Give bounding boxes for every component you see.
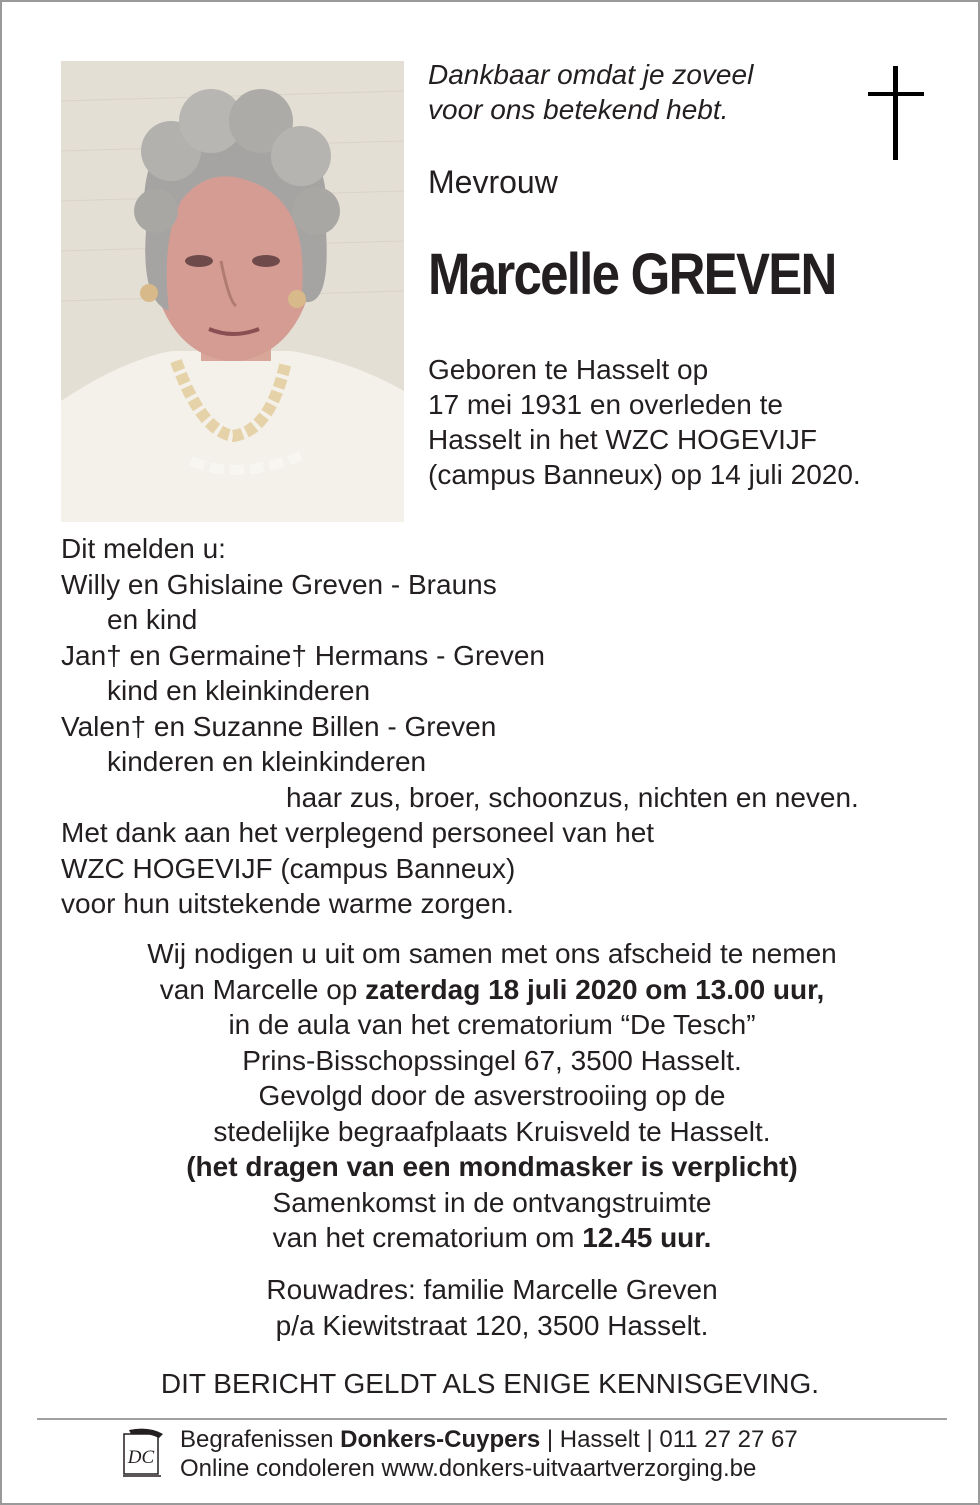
cross-icon <box>868 66 924 160</box>
invite-line: Prins-Bisschopssingel 67, 3500 Hasselt. <box>242 1044 742 1076</box>
funeral-home-prefix: Begrafenissen <box>180 1426 341 1453</box>
mask-notice: (het dragen van een mondmasker is verplicht) <box>186 1151 798 1182</box>
invite-text: van het crematorium om <box>272 1222 583 1253</box>
logo-monogram: DC <box>127 1447 155 1468</box>
thanks-line: voor hun uitstekende warme zorgen. <box>61 888 514 919</box>
address-line: p/a Kiewitstraat 120, 3500 Hasselt. <box>275 1309 709 1341</box>
gathering-time: 12.45 uur. <box>582 1222 712 1253</box>
salutation: Mevrouw <box>428 164 558 200</box>
invite-line: Wij nodigen u uit om samen met ons afscheid te nemen <box>147 938 837 969</box>
birth-death-details <box>428 352 861 492</box>
family-line: Willy en Ghislaine Greven - Brauns <box>61 568 497 600</box>
announce-intro: Dit melden u: <box>61 533 226 564</box>
footer-divider <box>37 1418 947 1420</box>
invite-line <box>2 972 980 1008</box>
invite-line <box>2 1220 980 1256</box>
deceased-name: Marcelle GREVEN <box>428 242 836 307</box>
invite-line: stedelijke begraafplaats Kruisveld te Hasselt. <box>213 1115 771 1147</box>
family-subline: en kind <box>107 604 198 635</box>
family-line: Jan† en Germaine† Hermans - Greven <box>61 639 545 671</box>
birth-line: 17 mei 1931 en overleden te <box>428 389 783 420</box>
thanks-line: WZC HOGEVIJF (campus Banneux) <box>61 852 516 884</box>
portrait-illustration <box>61 61 404 522</box>
sole-notice: DIT BERICHT GELDT ALS ENIGE KENNISGEVING. <box>160 1368 820 1399</box>
birth-line: Geboren te Hasselt op <box>428 354 709 385</box>
funeral-home-line <box>180 1425 798 1454</box>
family-line: Valen† en Suzanne Billen - Greven <box>61 710 497 742</box>
footer-info <box>180 1425 798 1483</box>
motto <box>428 57 753 127</box>
family-subline: kinderen en kleinkinderen <box>107 746 427 777</box>
invite-text: van Marcelle op <box>159 973 366 1005</box>
thanks-line: Met dank aan het verplegend personeel van het <box>61 817 655 848</box>
mourning-address <box>2 1272 980 1343</box>
birth-line: Hasselt in het WZC HOGEVIJF <box>428 424 817 455</box>
family-subline: kind en kleinkinderen <box>107 675 371 706</box>
invite-line: Samenkomst in de ontvangstruimte <box>272 1186 712 1218</box>
funeral-home-name: Donkers-Cuypers <box>340 1426 541 1453</box>
address-line: Rouwadres: familie Marcelle Greven <box>266 1274 718 1305</box>
ceremony-invitation <box>2 936 980 1256</box>
motto-line: voor ons betekend hebt. <box>428 94 729 125</box>
invite-line: in de aula van het crematorium “De Tesch” <box>228 1009 756 1040</box>
funeral-home-logo <box>119 1428 165 1478</box>
motto-line: Dankbaar omdat je zoveel <box>428 59 754 90</box>
portrait-photo <box>61 61 404 522</box>
invite-line: Gevolgd door de asverstrooiing op de <box>258 1080 726 1111</box>
ceremony-date: zaterdag 18 juli 2020 om 13.00 uur, <box>365 973 825 1005</box>
relatives-line: haar zus, broer, schoonzus, nichten en neven. <box>286 781 859 813</box>
funeral-home-contact: | Hasselt | 011 27 27 67 <box>540 1426 798 1453</box>
birth-line: (campus Banneux) op 14 juli 2020. <box>428 459 861 490</box>
online-condolence-line: Online condoleren www.donkers-uitvaartverzorging.be <box>180 1455 757 1482</box>
family-announcement <box>61 531 859 922</box>
